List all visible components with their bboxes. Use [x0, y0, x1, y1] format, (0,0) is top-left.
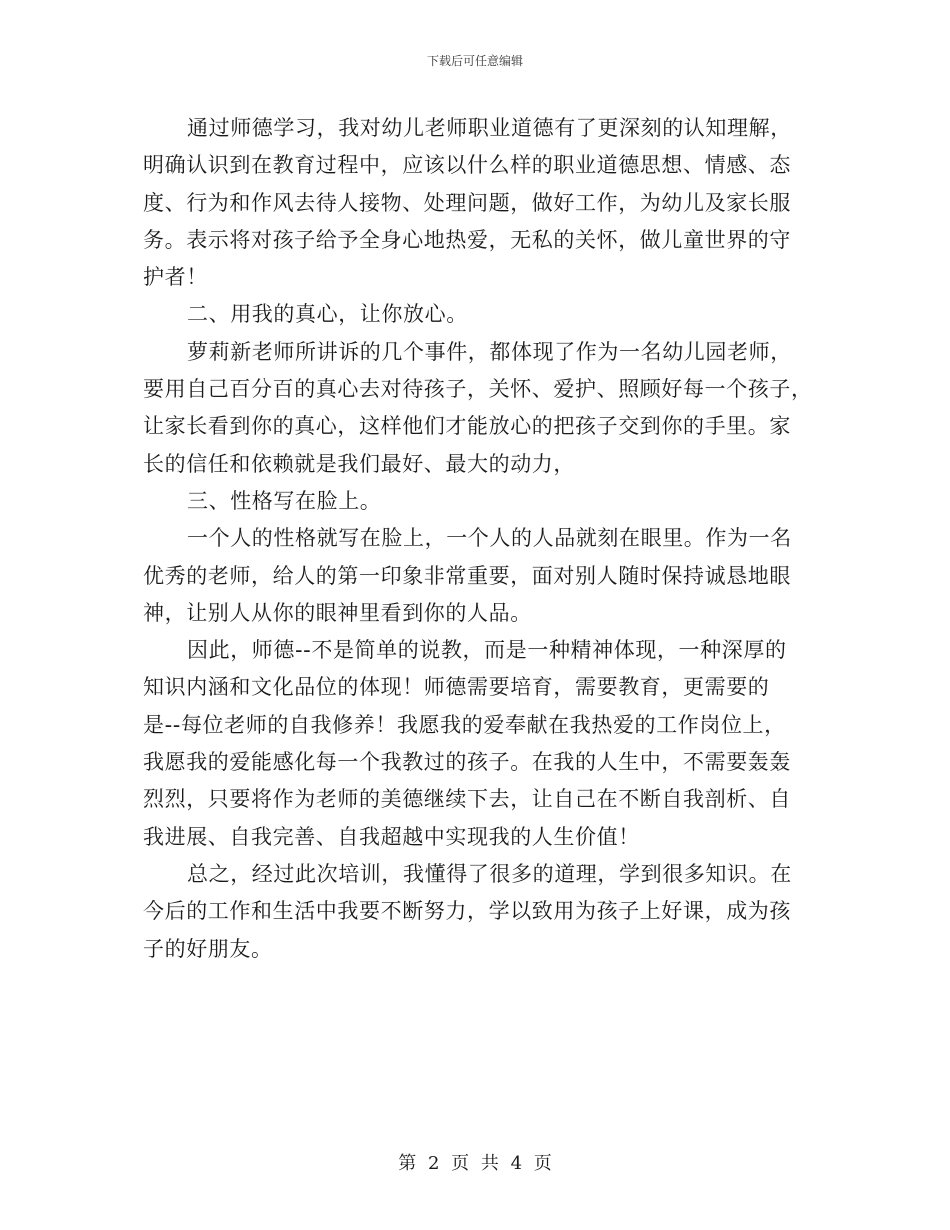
text-line: 要用自己百分百的真心去对待孩子，关怀、爱护、照顾好每一个孩子， [143, 377, 813, 402]
text-line: 烈烈，只要将作为老师的美德继续下去，让自己在不断自我剖析、自 [143, 787, 791, 812]
text-line: 神，让别人从你的眼神里看到你的人品。 [143, 600, 532, 625]
text-line: 让家长看到你的真心，这样他们才能放心的把孩子交到你的手里。家 [143, 414, 791, 439]
text-line: 长的信任和依赖就是我们最好、最大的动力， [143, 451, 575, 476]
text-line: 今后的工作和生活中我要不断努力，学以致用为孩子上好课，成为孩 [143, 899, 791, 924]
text-line: 子的好朋友。 [143, 936, 273, 961]
body-text [143, 110, 813, 968]
text-line: 萝莉新老师所讲诉的几个事件，都体现了作为一名幼儿园老师， [187, 339, 792, 364]
section-heading: 三、性格写在脸上。 [187, 488, 382, 513]
text-line: 一个人的性格就写在脸上，一个人的人品就刻在眼里。作为一名 [187, 526, 792, 551]
text-line: 我进展、自我完善、自我超越中实现我的人生价值！ [143, 824, 640, 849]
text-line: 因此，师德--不是简单的说教，而是一种精神体现，一种深厚的 [187, 638, 787, 663]
text-line: 护者！ [143, 265, 208, 290]
page-header: 下载后可任意编辑 [426, 54, 523, 68]
page-number-footer: 第 2 页 共 4 页 [398, 1153, 552, 1174]
text-line: 务。表示将对孩子给予全身心地热爱，无私的关怀，做儿童世界的守 [143, 227, 791, 252]
text-line: 通过师德学习，我对幼儿老师职业道德有了更深刻的认知理解， [187, 116, 792, 140]
text-line: 总之，经过此次培训，我懂得了很多的道理，学到很多知识。在 [187, 861, 792, 886]
text-line: 知识内涵和文化品位的体现！师德需要培育，需要教育，更需要的 [143, 675, 770, 700]
text-line: 优秀的老师，给人的第一印象非常重要，面对别人随时保持诚恳地眼 [143, 563, 791, 588]
section-heading: 二、用我的真心，让你放心。 [187, 302, 468, 327]
text-line: 度、行为和作风去待人接物、处理问题，做好工作，为幼儿及家长服 [143, 190, 791, 215]
text-line: 明确认识到在教育过程中，应该以什么样的职业道德思想、情感、态 [143, 153, 791, 178]
text-line: 我愿我的爱能感化每一个我教过的孩子。在我的人生中，不需要轰轰 [143, 750, 791, 775]
text-line: 是--每位老师的自我修养！我愿我的爱奉献在我热爱的工作岗位上， [143, 712, 786, 737]
